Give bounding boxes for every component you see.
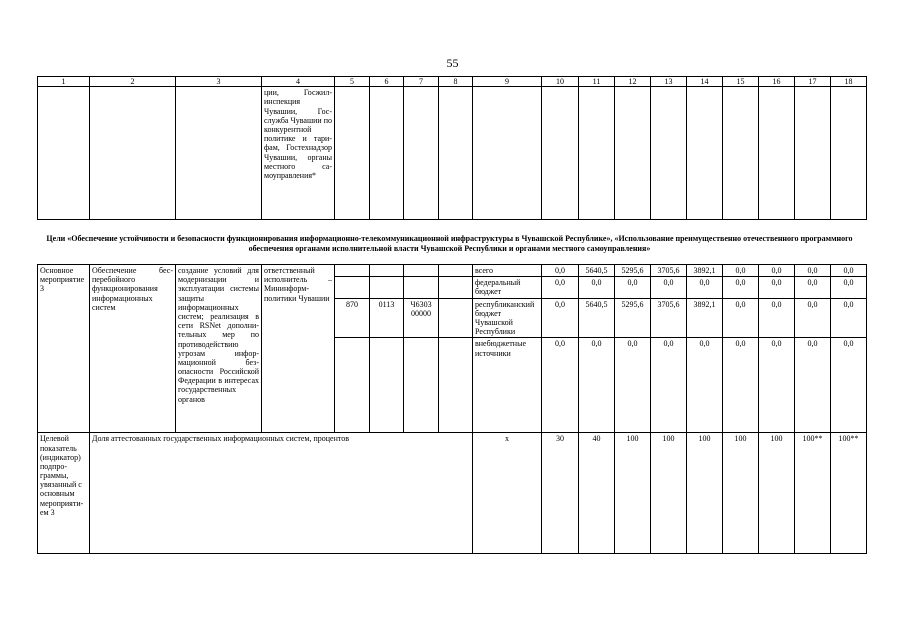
csr-code: Ч6303 00000 [404, 298, 439, 338]
funding-value: 3892,1 [687, 298, 723, 338]
col-number: 5 [335, 77, 370, 87]
funding-value: 0,0 [795, 265, 831, 277]
funding-value: 0,0 [723, 265, 759, 277]
funding-value: 3705,6 [651, 298, 687, 338]
funding-value: 0,0 [795, 277, 831, 298]
measure-description: создание условий для модернизации и эксплуатации системы защиты информационных систем; реализация в сети RSNet дополнительных мер по противодействию угрозам информационной безопасности Российской Федерации в интересах государственных органов [176, 265, 262, 433]
col-number: 12 [615, 77, 651, 87]
col-number: 10 [542, 77, 579, 87]
funding-value: 0,0 [542, 338, 579, 433]
measure-table [37, 264, 867, 554]
funding-value: 0,0 [723, 277, 759, 298]
funding-value: 0,0 [795, 298, 831, 338]
indicator-value: 40 [579, 433, 615, 554]
header-table [37, 76, 867, 220]
funding-value: 0,0 [795, 338, 831, 433]
col-number: 1 [38, 77, 90, 87]
funding-value: 0,0 [831, 265, 867, 277]
indicator-value: 100 [651, 433, 687, 554]
funding-value: 0,0 [759, 298, 795, 338]
funding-value: 0,0 [542, 298, 579, 338]
funding-value: 5640,5 [579, 265, 615, 277]
column-number-row [38, 77, 867, 87]
funding-value: 0,0 [831, 338, 867, 433]
vr-code [439, 298, 473, 338]
measure-row-total [38, 265, 867, 277]
funding-source: внебюджетные источники [473, 338, 542, 433]
indicator-name: Доля аттестованных государственных информационных систем, процентов [90, 433, 473, 554]
funding-value: 0,0 [723, 338, 759, 433]
indicator-value: 30 [542, 433, 579, 554]
grbs-code: 870 [335, 298, 370, 338]
col-number: 8 [439, 77, 473, 87]
funding-value: 0,0 [831, 277, 867, 298]
continuation-executor: ции, Госжилинспекция Чувашии, Госслужба Чувашии по конкурентной политике и тарифам, Гостехнадзор Чувашии, органы местного самоуправления* [262, 87, 335, 220]
col-number: 3 [176, 77, 262, 87]
indicator-value: 100 [615, 433, 651, 554]
funding-value: 0,0 [759, 277, 795, 298]
col-number: 17 [795, 77, 831, 87]
col-number: 6 [370, 77, 404, 87]
funding-value: 0,0 [615, 277, 651, 298]
col-number: 13 [651, 77, 687, 87]
rzpr-code: 0113 [370, 298, 404, 338]
funding-value: 3892,1 [687, 265, 723, 277]
funding-source: республиканский бюджет Чувашской Республики [473, 298, 542, 338]
indicator-value: 100 [759, 433, 795, 554]
measure-executor: ответственный исполнитель – Мининформполитики Чувашии [262, 265, 335, 433]
funding-source: всего [473, 265, 542, 277]
funding-value: 0,0 [651, 277, 687, 298]
indicator-row [38, 433, 867, 554]
col-number: 18 [831, 77, 867, 87]
funding-source: федеральный бюджет [473, 277, 542, 298]
col-number: 4 [262, 77, 335, 87]
col-number: 11 [579, 77, 615, 87]
col-number: 7 [404, 77, 439, 87]
col-number: 16 [759, 77, 795, 87]
funding-value: 0,0 [687, 277, 723, 298]
indicator-label: Целевой показатель (индикатор) подпрограммы, увязанный с основным мероприятием 3 [38, 433, 90, 554]
funding-value: 0,0 [759, 265, 795, 277]
col-number: 15 [723, 77, 759, 87]
funding-value: 5640,5 [579, 298, 615, 338]
funding-value: 5295,6 [615, 298, 651, 338]
col-number: 14 [687, 77, 723, 87]
indicator-value: 100** [795, 433, 831, 554]
indicator-value: 100 [723, 433, 759, 554]
funding-value: 0,0 [542, 265, 579, 277]
indicator-value: 100** [831, 433, 867, 554]
funding-value: 5295,6 [615, 265, 651, 277]
indicator-unit: x [473, 433, 542, 554]
indicator-value: 100 [687, 433, 723, 554]
funding-value: 0,0 [579, 338, 615, 433]
funding-value: 0,0 [579, 277, 615, 298]
page-number: 55 [446, 56, 459, 70]
funding-value: 0,0 [542, 277, 579, 298]
continuation-row [38, 87, 867, 220]
funding-value: 0,0 [723, 298, 759, 338]
funding-value: 0,0 [651, 338, 687, 433]
funding-value: 0,0 [759, 338, 795, 433]
col-number: 9 [473, 77, 542, 87]
col-number: 2 [90, 77, 176, 87]
funding-value: 0,0 [687, 338, 723, 433]
funding-value: 0,0 [831, 298, 867, 338]
funding-value: 0,0 [615, 338, 651, 433]
measure-status: Основное мероприятие 3 [38, 265, 90, 433]
funding-value: 3705,6 [651, 265, 687, 277]
goal-heading: Цели «Обеспечение устойчивости и безопасности функционирования информационно-телекоммуникационной инфраструктуры в Чувашской Республике», «Использование преимущественно отечественного программного обеспечения органами исполнительной власти Чувашской Республики и органами местного самоуправления» [46, 234, 853, 253]
measure-name: Обеспечение бесперебойного функционирования информационных систем [90, 265, 176, 433]
